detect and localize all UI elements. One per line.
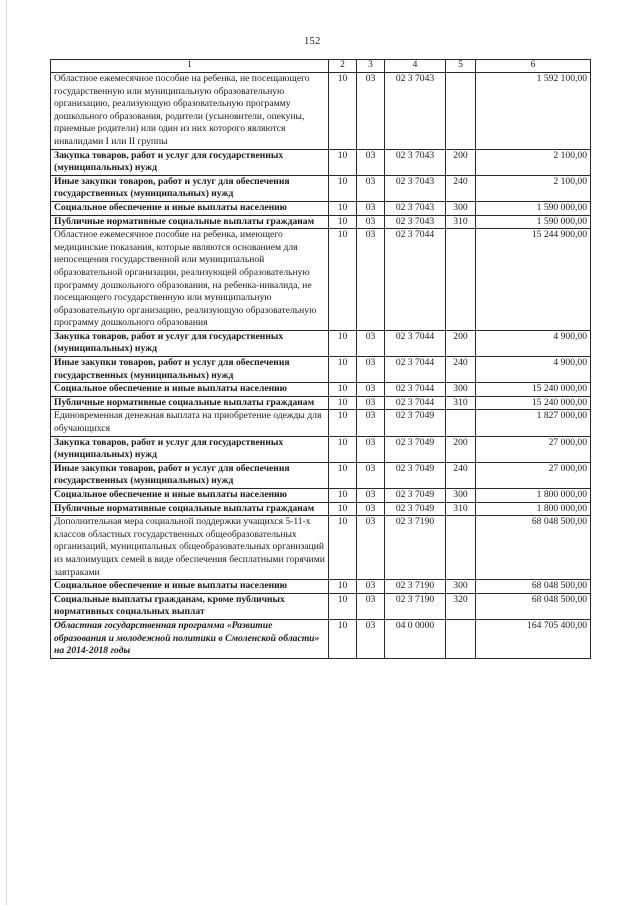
- cell-target: 02 3 7044: [385, 330, 446, 356]
- cell-expense: [446, 410, 476, 436]
- table-row: [51, 201, 591, 215]
- table-row: [51, 410, 591, 436]
- cell-amount: 2 100,00: [476, 149, 591, 175]
- cell-subsection: 03: [357, 383, 385, 397]
- cell-name: Социальное обеспечение и иные выплаты населению: [51, 580, 329, 594]
- cell-amount: 68 048 500,00: [476, 516, 591, 580]
- cell-subsection: 03: [357, 489, 385, 503]
- cell-target: 02 3 7043: [385, 201, 446, 215]
- cell-name: Социальные выплаты гражданам, кроме публичных нормативных социальных выплат: [51, 593, 329, 619]
- cell-subsection: 03: [357, 462, 385, 488]
- cell-subsection: 03: [357, 215, 385, 229]
- cell-expense: 200: [446, 330, 476, 356]
- cell-expense: [446, 619, 476, 658]
- cell-expense: 240: [446, 462, 476, 488]
- header-amount: 6: [476, 60, 591, 73]
- cell-section: 10: [329, 462, 357, 488]
- cell-target: 02 3 7044: [385, 396, 446, 410]
- cell-name: Иные закупки товаров, работ и услуг для обеспечения государственных (муниципальных) нужд: [51, 357, 329, 383]
- header-subsection: 3: [357, 60, 385, 73]
- table-row: [51, 593, 591, 619]
- cell-section: 10: [329, 396, 357, 410]
- cell-target: 02 3 7044: [385, 229, 446, 331]
- cell-section: 10: [329, 619, 357, 658]
- cell-expense: [446, 229, 476, 331]
- cell-amount: 1 590 000,00: [476, 215, 591, 229]
- cell-target: 02 3 7044: [385, 383, 446, 397]
- header-section: 2: [329, 60, 357, 73]
- budget-table: [50, 59, 591, 659]
- cell-target: 02 3 7043: [385, 175, 446, 201]
- header-expense: 5: [446, 60, 476, 73]
- cell-section: 10: [329, 73, 357, 150]
- table-row: [51, 149, 591, 175]
- cell-subsection: 03: [357, 201, 385, 215]
- cell-name: Единовременная денежная выплата на приобретение одежды для обучающихся: [51, 410, 329, 436]
- cell-subsection: 03: [357, 229, 385, 331]
- cell-subsection: 03: [357, 436, 385, 462]
- cell-amount: 1 592 100,00: [476, 73, 591, 150]
- cell-expense: 320: [446, 593, 476, 619]
- page-fold-shadow: [6, 0, 7, 905]
- cell-target: 04 0 0000: [385, 619, 446, 658]
- cell-amount: 68 048 500,00: [476, 593, 591, 619]
- cell-subsection: 03: [357, 593, 385, 619]
- cell-expense: 310: [446, 502, 476, 516]
- table-row: [51, 462, 591, 488]
- cell-subsection: 03: [357, 580, 385, 594]
- cell-expense: [446, 516, 476, 580]
- table-row: [51, 330, 591, 356]
- cell-name: Закупка товаров, работ и услуг для государственных (муниципальных) нужд: [51, 149, 329, 175]
- header-row: [51, 60, 591, 73]
- cell-name: Публичные нормативные социальные выплаты гражданам: [51, 396, 329, 410]
- cell-subsection: 03: [357, 396, 385, 410]
- cell-target: 02 3 7190: [385, 593, 446, 619]
- cell-name: Закупка товаров, работ и услуг для государственных (муниципальных) нужд: [51, 330, 329, 356]
- cell-amount: 27 000,00: [476, 436, 591, 462]
- table-row: [51, 396, 591, 410]
- cell-target: 02 3 7049: [385, 489, 446, 503]
- table-row: [51, 619, 591, 658]
- cell-expense: 300: [446, 489, 476, 503]
- cell-amount: 2 100,00: [476, 175, 591, 201]
- cell-target: 02 3 7044: [385, 357, 446, 383]
- cell-target: 02 3 7049: [385, 462, 446, 488]
- cell-name: Социальное обеспечение и иные выплаты населению: [51, 489, 329, 503]
- cell-amount: 1 590 000,00: [476, 201, 591, 215]
- cell-section: 10: [329, 330, 357, 356]
- cell-section: 10: [329, 593, 357, 619]
- cell-amount: 164 705 400,00: [476, 619, 591, 658]
- cell-section: 10: [329, 410, 357, 436]
- cell-section: 10: [329, 383, 357, 397]
- cell-expense: 200: [446, 149, 476, 175]
- cell-name: Областная государственная программа «Развитие образования и молодежной политики в Смоленской области» на 2014-2018 годы: [51, 619, 329, 658]
- cell-section: 10: [329, 489, 357, 503]
- cell-subsection: 03: [357, 619, 385, 658]
- cell-name: Дополнительная мера социальной поддержки учащихся 5-11-х классов областных государственных общеобразовательных организаций, муниципальных общеобразовательных организаций из малоимущих семей в виде обеспечения бесплатными горячими завтраками: [51, 516, 329, 580]
- cell-section: 10: [329, 201, 357, 215]
- cell-section: 10: [329, 175, 357, 201]
- cell-amount: 1 800 000,00: [476, 502, 591, 516]
- table-row: [51, 580, 591, 594]
- table-row: [51, 175, 591, 201]
- cell-name: Закупка товаров, работ и услуг для государственных (муниципальных) нужд: [51, 436, 329, 462]
- cell-amount: 27 000,00: [476, 462, 591, 488]
- cell-subsection: 03: [357, 175, 385, 201]
- table-row: [51, 215, 591, 229]
- cell-target: 02 3 7049: [385, 410, 446, 436]
- table-row: [51, 73, 591, 150]
- cell-name: Социальное обеспечение и иные выплаты населению: [51, 383, 329, 397]
- cell-name: Публичные нормативные социальные выплаты гражданам: [51, 215, 329, 229]
- cell-target: 02 3 7043: [385, 215, 446, 229]
- cell-expense: 300: [446, 201, 476, 215]
- cell-section: 10: [329, 436, 357, 462]
- cell-target: 02 3 7049: [385, 502, 446, 516]
- cell-subsection: 03: [357, 330, 385, 356]
- table-row: [51, 516, 591, 580]
- table-row: [51, 229, 591, 331]
- cell-subsection: 03: [357, 410, 385, 436]
- cell-section: 10: [329, 229, 357, 331]
- cell-expense: 310: [446, 396, 476, 410]
- cell-expense: 300: [446, 383, 476, 397]
- cell-subsection: 03: [357, 73, 385, 150]
- cell-expense: 200: [446, 436, 476, 462]
- cell-amount: 4 900,00: [476, 357, 591, 383]
- cell-section: 10: [329, 149, 357, 175]
- cell-section: 10: [329, 516, 357, 580]
- cell-amount: 1 827 000,00: [476, 410, 591, 436]
- cell-section: 10: [329, 580, 357, 594]
- header-name: 1: [51, 60, 329, 73]
- cell-expense: 310: [446, 215, 476, 229]
- cell-section: 10: [329, 502, 357, 516]
- cell-amount: 4 900,00: [476, 330, 591, 356]
- table-body: [51, 73, 591, 659]
- cell-amount: 15 244 900,00: [476, 229, 591, 331]
- table-row: [51, 383, 591, 397]
- header-target: 4: [385, 60, 446, 73]
- cell-name: Публичные нормативные социальные выплаты гражданам: [51, 502, 329, 516]
- cell-subsection: 03: [357, 502, 385, 516]
- table-row: [51, 489, 591, 503]
- cell-name: Иные закупки товаров, работ и услуг для обеспечения государственных (муниципальных) нужд: [51, 462, 329, 488]
- cell-target: 02 3 7049: [385, 436, 446, 462]
- cell-target: 02 3 7190: [385, 580, 446, 594]
- cell-subsection: 03: [357, 516, 385, 580]
- cell-amount: 68 048 500,00: [476, 580, 591, 594]
- cell-amount: 15 240 000,00: [476, 396, 591, 410]
- cell-subsection: 03: [357, 357, 385, 383]
- page-number: 152: [304, 36, 321, 47]
- cell-expense: 240: [446, 175, 476, 201]
- cell-target: 02 3 7190: [385, 516, 446, 580]
- cell-amount: 1 800 000,00: [476, 489, 591, 503]
- cell-name: Областное ежемесячное пособие на ребенка, имеющего медицинские показания, которые являются основанием для непосещения государственной или муниципальной образовательной организации, реализующей образовательную программу дошкольного образования, на ребенка-инвалида, не посещающего государственную или муниципальную образовательную организацию, реализующую образовательную программу дошкольного образования: [51, 229, 329, 331]
- cell-section: 10: [329, 357, 357, 383]
- cell-expense: 240: [446, 357, 476, 383]
- cell-expense: [446, 73, 476, 150]
- cell-target: 02 3 7043: [385, 149, 446, 175]
- cell-name: Иные закупки товаров, работ и услуг для обеспечения государственных (муниципальных) нужд: [51, 175, 329, 201]
- table-row: [51, 502, 591, 516]
- table-row: [51, 357, 591, 383]
- cell-name: Областное ежемесячное пособие на ребенка, не посещающего государственную или муниципальную образовательную организацию, реализующую образовательную программу дошкольного образования, родители (усыновители, опекуны, приемные родители) или один из них которого являются инвалидами I или II группы: [51, 73, 329, 150]
- table-row: [51, 436, 591, 462]
- cell-amount: 15 240 000,00: [476, 383, 591, 397]
- cell-expense: 300: [446, 580, 476, 594]
- cell-section: 10: [329, 215, 357, 229]
- cell-subsection: 03: [357, 149, 385, 175]
- cell-target: 02 3 7043: [385, 73, 446, 150]
- cell-name: Социальное обеспечение и иные выплаты населению: [51, 201, 329, 215]
